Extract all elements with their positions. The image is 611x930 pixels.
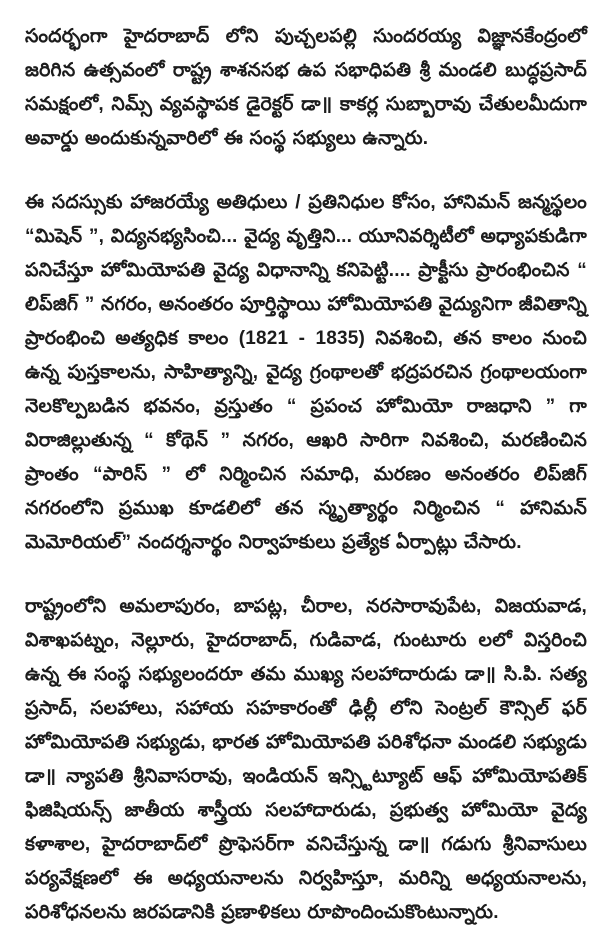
- paragraph-organisation-members: రాష్ట్రంలోని అమలాపురం, బాపట్ల, చీరాల, నరసారావుపేట, విజయవాడ, విశాఖపట్నం, నెల్లూరు, హైదరాబాద్, గుడివాడ, గుంటూరు లలో విస్తరించి ఉన్న ఈ సంస్థ సభ్యులందరూ తమ ముఖ్య సలహాదారుడు డా॥ సి.పి. సత్య ప్రసాద్, సలహాలు, సహాయ సహకారంతో ఢిల్లీ లోని సెంట్రల్ కౌన్సిల్ ఫర్ హోమియోపతి సభ్యుడు, భారత హోమియోపతి పరిశోధనా మండలి సభ్యుడు డా॥ న్యాపతి శ్రీనివాసరావు, ఇండియన్ ఇన్స్టిట్యూట్ ఆఫ్ హోమియోపతిక్ ఫిజిషియన్స్ జాతీయ శాస్త్రీయ సలహాదారుడు, ప్రభుత్వ హోమియో వైద్య కళాశాల, హైదరాబాద్‌లో ప్రొఫెసర్‌గా వనిచేస్తున్న డా॥ గడుగు శ్రీనివాసులు పర్యవేక్షణలో ఈ అధ్యయనాలను నిర్వహిస్తూ, మరిన్ని అధ్యయనాలను, పరిశోధనలను జరపడానికి ప్రణాళికలు రూపొందించుకొంటున్నారు.: [25, 596, 587, 923]
- paragraph-award-ceremony: సందర్భంగా హైదరాబాద్ లోని పుచ్చలపల్లి సుందరయ్య విజ్ఞానకేంద్రంలో జరిగిన ఉత్సవంలో రాష్ట్ర శాశనసభ ఉప సభాధిపతి శ్రీ మండలి బుద్ధప్రసాద్ సమక్షంలో, నిమ్స్ వ్యవస్థాపక డైరెక్టర్ డా॥ కాకర్ల సుబ్బారావు చేతులమీదుగా అవార్డు అందుకున్నవారిలో ఈ సంస్థ సభ్యులు ఉన్నారు.: [25, 26, 587, 149]
- paragraph-hahnemann-places: ఈ సదస్సుకు హాజరయ్యే అతిధులు / ప్రతినిధుల కోసం, హానిమన్ జన్మస్థలం “మిషెన్ ”, విద్యనభ్యసించి... వైద్య వృత్తిని... యూనివర్శిటీలో అధ్యాపకుడిగా పనిచేస్తూ హోమియోపతి వైద్య విధానాన్ని కనిపెట్టి.... ప్రాక్టీసు ప్రారంభించిన “ లిప్‌జిగ్ ” నగరం, అనంతరం పూర్తిస్థాయి హోమియోపతి వైద్యునిగా జీవితాన్ని ప్రారంభించి అత్యధిక కాలం (1821 - 1835) నివశించి, తన కాలం నుంచి ఉన్న పుస్తకాలను, సాహిత్యాన్ని, వైద్య గ్రంథాలతో భద్రపరచిన గ్రంథాలయంగా నెలకొల్పబడిన భవనం, వ్రస్తుతం “ ప్రపంచ హోమియో రాజధాని ” గా విరాజిల్లుతున్న “ కోథెన్ ” నగరం, ఆఖరి సారిగా నివశించి, మరణించిన ప్రాంతం “పారిస్ ” లో నిర్మించిన సమాధి, మరణం అనంతరం లిప్‌జిగ్ నగరంలోని ప్రముఖ కూడలిలో తన స్మృత్యార్థం నిర్మించిన “ హానిమన్ మెమోరియల్” నందర్శనార్థం నిర్వాహకులు ప్రత్యేక ఏర్పాట్లు చేసారు.: [25, 192, 587, 553]
